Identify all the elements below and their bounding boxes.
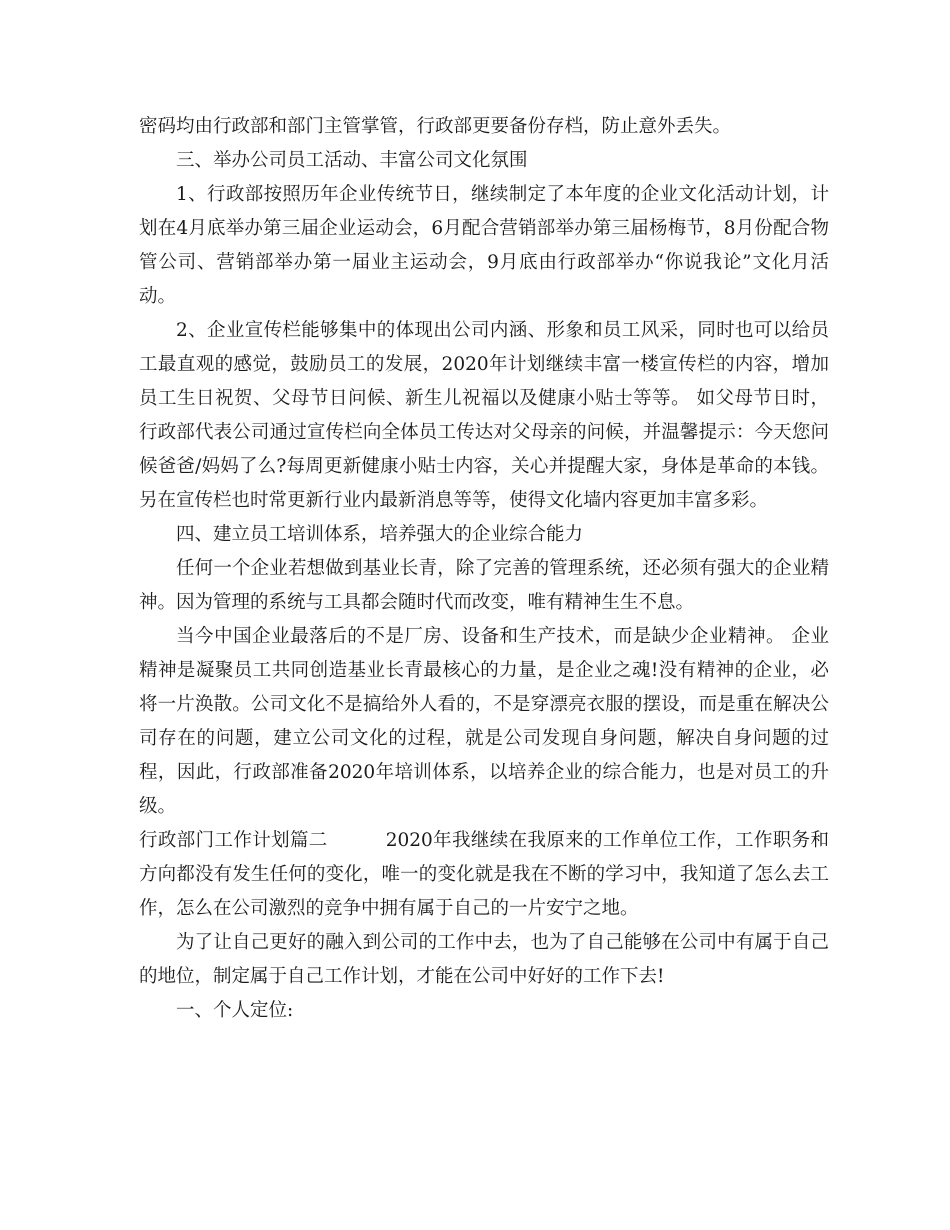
paragraph-integration-goal: 为了让自己更好的融入到公司的工作中去，也为了自己能够在公司中有属于自己的地位，制定属于自己工作计划，才能在公司中好好的工作下去! — [139, 932, 829, 987]
heading-personal-positioning: 一、个人定位: — [176, 1000, 294, 1021]
paragraph-culture-activities: 1、行政部按照历年企业传统节日，继续制定了本年度的企业文化活动计划，计划在4月底举办第三届企业运动会，6月配合营销部举办第三届杨梅节，8月份配合物管公司、营销部举办第一届业主运动会，9月底由行政部举办“你说我论”文化月活动。 — [139, 184, 829, 307]
paragraph-enterprise-spirit: 任何一个企业若想做到基业长青，除了完善的管理系统，还必须有强大的企业精神。因为管理的系统与工具都会随时代而改变，唯有精神生生不息。 — [139, 558, 829, 613]
paragraph-bulletin-board: 2、企业宣传栏能够集中的体现出公司内涵、形象和员工风采，同时也可以给员工最直观的感觉，鼓励员工的发展，2020年计划继续丰富一楼宣传栏的内容，增加员工生日祝贺、父母节日问候、新生儿祝福以及健康小贴士等等。 如父母节日时，行政部代表公司通过宣传栏向全体员工传达对父母亲的问候，并温馨提示：今天您问候爸爸/妈妈了么?每周更新健康小贴士内容，关心并提醒大家，身体是革命的本钱。另在宣传栏也时常更新行业内最新消息等等，使得文化墙内容更加丰富多彩。 — [139, 320, 829, 511]
heading-section-four: 四、建立员工培训体系，培养强大的企业综合能力 — [176, 524, 584, 545]
section-two-text: 2020年我继续在我原来的工作单位工作，工作职务和方向都没有发生任何的变化，唯一的变化就是我在不断的学习中，我知道了怎么去工作，怎么在公司激烈的竞争中拥有属于自己的一片安宁之地。 — [139, 830, 829, 919]
document-body — [139, 110, 829, 1028]
paragraph-section-two — [139, 824, 829, 926]
section-two-title: 行政部门工作计划篇二 — [139, 830, 328, 851]
heading-section-three: 三、举办公司员工活动、丰富公司文化氛围 — [176, 150, 528, 171]
paragraph-training-system: 当今中国企业最落后的不是厂房、设备和生产技术，而是缺少企业精神。 企业精神是凝聚员工共同创造基业长青最核心的力量，是企业之魂!没有精神的企业，必将一片涣散。公司文化不是搞给外人看的，不是穿漂亮衣服的摆设，而是重在解决公司存在的问题，建立公司文化的过程，就是公司发现自身问题，解决自身问题的过程，因此，行政部准备2020年培训体系，以培养企业的综合能力，也是对员工的升级。 — [139, 626, 829, 817]
paragraph-intro-continuation: 密码均由行政部和部门主管掌管，行政部更要备份存档，防止意外丢失。 — [139, 116, 732, 137]
